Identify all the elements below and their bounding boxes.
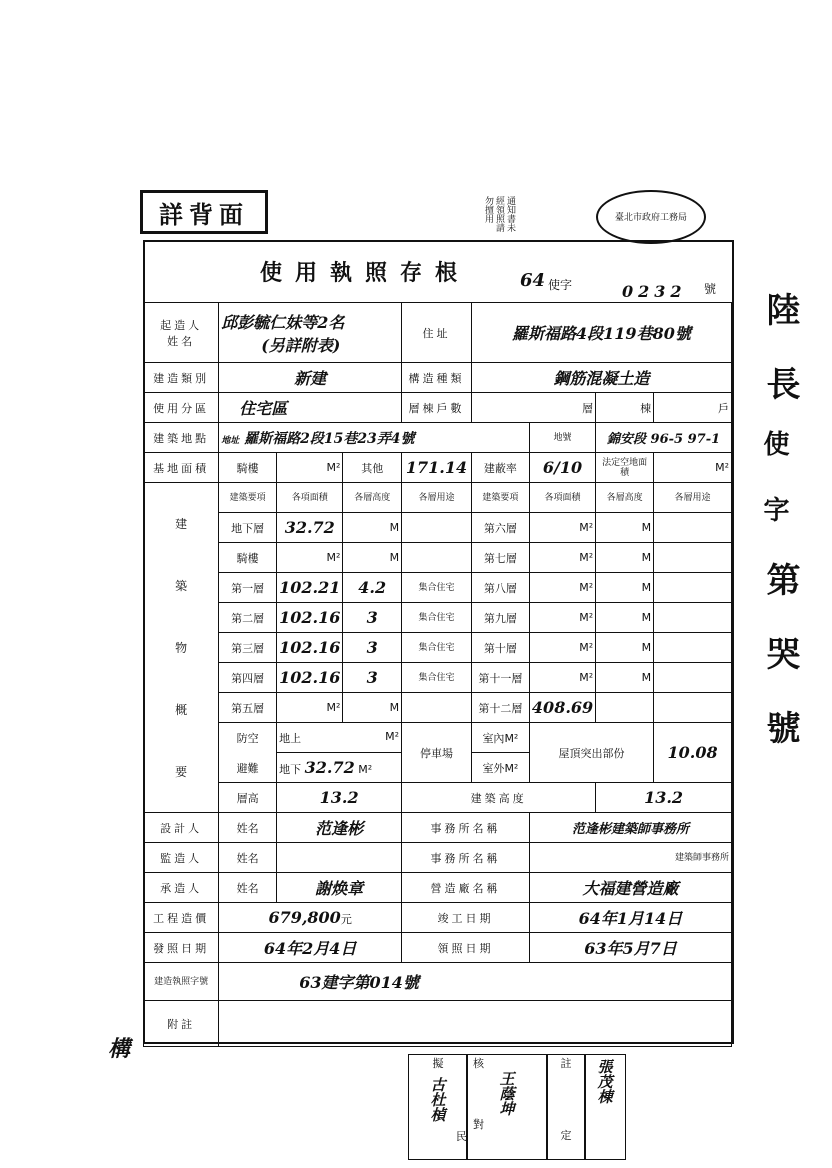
license-number: 0232 — [622, 282, 687, 301]
lot-value: 錦安段 96-5 97-1 — [596, 423, 732, 453]
supervisor-label: 監造人 — [144, 843, 219, 873]
applicant-label-1: 起造人 — [160, 318, 203, 332]
site-address — [219, 423, 530, 453]
shelter-label-1: 防空 — [236, 731, 259, 745]
floor-use — [654, 573, 732, 603]
permit-label: 建造執照字號 — [144, 963, 219, 1001]
floor-name: 第十層 — [471, 633, 529, 663]
contractor-firm-label: 營造廠名稱 — [402, 873, 530, 903]
outdoor-unit: M² — [504, 761, 519, 775]
permit-value: 63建字第014號 — [219, 963, 732, 1001]
applicant-note: (另詳附表) — [261, 335, 341, 355]
building-side-label — [144, 483, 219, 813]
floor-use — [654, 543, 732, 573]
build-type-label: 建造類別 — [144, 363, 219, 393]
total-area: 408.69 — [529, 693, 595, 723]
floor-use — [654, 513, 732, 543]
margin-char: 第 — [760, 562, 800, 596]
complete-value: 64年1月14日 — [529, 903, 731, 933]
site-address-text: 羅斯福路2段15巷23弄4號 — [244, 430, 415, 447]
floor-row — [144, 693, 732, 723]
floor-row — [144, 573, 732, 603]
other-value: 171.14 — [402, 453, 472, 483]
signoff-box — [546, 1054, 586, 1160]
floor-area: 32.72 — [277, 513, 343, 543]
floor-use — [402, 513, 472, 543]
signoff-box — [466, 1054, 548, 1160]
designer-name: 范逢彬 — [277, 813, 402, 843]
floor-area-unit: M² — [529, 513, 595, 543]
applicant-name: 邱彭毓仁妹等2名 — [221, 312, 345, 332]
margin-char: 長 — [760, 366, 800, 400]
margin-char: 使 — [759, 430, 789, 456]
signoff-end: 定 — [560, 1129, 572, 1142]
floor-height-unit: M — [343, 693, 402, 723]
floor-area-unit: M² — [529, 543, 595, 573]
supervisor-office: 建築師事務所 — [529, 843, 731, 873]
detail-back-stamp: 詳背面 — [140, 190, 268, 234]
floor-name: 地下層 — [219, 513, 277, 543]
indoor-unit: M² — [504, 731, 519, 745]
supervisor-name-label: 姓名 — [219, 843, 277, 873]
floor-area-unit: M² — [529, 633, 595, 663]
indoor — [471, 723, 529, 753]
license-word: 使字 — [548, 278, 573, 292]
side-char: 物 — [175, 640, 188, 655]
floor-use — [402, 543, 472, 573]
side-char: 要 — [175, 764, 188, 779]
open-space-unit: M² — [654, 453, 732, 483]
address-label: 住址 — [402, 303, 472, 363]
shelter-above — [277, 723, 402, 753]
floor-use — [654, 663, 732, 693]
floor-height-unit: M — [596, 663, 654, 693]
site-label: 建築地點 — [144, 423, 219, 453]
col-header: 各層高度 — [596, 483, 654, 513]
side-char: 概 — [175, 702, 188, 717]
outdoor-label: 室外 — [482, 761, 505, 775]
floor-use — [654, 603, 732, 633]
col-header: 各項面積 — [529, 483, 595, 513]
applicant-label — [144, 303, 219, 363]
bldg-height-value: 13.2 — [596, 783, 732, 813]
open-space-label: 法定空地面積 — [596, 453, 654, 483]
license-suffix: 號 — [704, 282, 717, 296]
col-header: 各層高度 — [343, 483, 402, 513]
signoff-name: 張茂棟 — [595, 1059, 614, 1104]
floor-use: 集合住宅 — [402, 573, 472, 603]
above-unit: M² — [385, 729, 400, 743]
lot-label: 地號 — [529, 423, 595, 453]
floor-use: 集合住宅 — [402, 603, 472, 633]
designer-office-label: 事務所名稱 — [402, 813, 530, 843]
shelter-below — [277, 753, 402, 783]
floor-name: 騎樓 — [219, 543, 277, 573]
floor-height-unit: M — [596, 573, 654, 603]
floors-label: 層棟戶數 — [402, 393, 472, 423]
cost-amount: 679,800 — [268, 908, 341, 927]
applicant-label-2: 姓名 — [167, 334, 196, 348]
floor-area: 102.21 — [277, 573, 343, 603]
margin-char: 哭 — [760, 636, 800, 670]
signoff-name: 王蔭坤 — [497, 1071, 516, 1116]
signoff-box — [584, 1054, 626, 1160]
floor-area-unit: M² — [277, 693, 343, 723]
below-label: 地下 — [279, 763, 302, 776]
floor-height — [596, 693, 654, 723]
arcade-unit: M² — [277, 453, 343, 483]
designer-office: 范逢彬建築師事務所 — [529, 813, 731, 843]
floor-row — [144, 603, 732, 633]
arcade-label: 騎樓 — [219, 453, 277, 483]
collect-value: 63年5月7日 — [529, 933, 731, 963]
margin-char: 號 — [760, 710, 800, 744]
coverage-label: 建蔽率 — [471, 453, 529, 483]
col-header: 各項面積 — [277, 483, 343, 513]
license-year: 64 — [520, 270, 546, 291]
complete-label: 竣工日期 — [402, 903, 530, 933]
bldg-height-label: 建築高度 — [402, 783, 596, 813]
floor-row — [144, 513, 732, 543]
signoff-end: 對 — [473, 1118, 484, 1131]
floor-use: 集合住宅 — [402, 633, 472, 663]
bldg-unit: 棟 — [596, 393, 654, 423]
floor-name: 第三層 — [219, 633, 277, 663]
other-label: 其他 — [343, 453, 402, 483]
applicant-value — [219, 303, 402, 363]
floor-row — [144, 543, 732, 573]
shelter-label — [219, 723, 277, 783]
collect-label: 領照日期 — [402, 933, 530, 963]
issue-label: 發照日期 — [144, 933, 219, 963]
floor-name: 第一層 — [219, 573, 277, 603]
floor-height: 4.2 — [343, 573, 402, 603]
coverage-value: 6/10 — [529, 453, 595, 483]
side-char: 建 — [175, 516, 188, 531]
side-char: 築 — [175, 578, 188, 593]
contractor-name: 謝焕章 — [277, 873, 402, 903]
floor-area-unit: M² — [529, 663, 595, 693]
floor-height-unit: M — [596, 603, 654, 633]
remarks-label: 附註 — [144, 1001, 219, 1047]
floor-name: 第七層 — [471, 543, 529, 573]
col-header: 各層用途 — [402, 483, 472, 513]
roof-label: 屋頂突出部份 — [529, 723, 653, 783]
office-seal — [596, 190, 706, 244]
floor-height-unit: M — [596, 513, 654, 543]
signoff-title: 註 — [560, 1057, 572, 1070]
build-type-value: 新建 — [219, 363, 402, 393]
supervisor-office-label: 事務所名稱 — [402, 843, 530, 873]
floor-height-value: 13.2 — [277, 783, 402, 813]
col-header: 建築要項 — [471, 483, 529, 513]
floors-unit: 層 — [471, 393, 595, 423]
contractor-firm: 大福建營造廠 — [529, 873, 731, 903]
floor-use — [402, 693, 472, 723]
floor-area-unit: M² — [529, 573, 595, 603]
above-label: 地上 — [279, 731, 302, 745]
supervisor-name — [277, 843, 402, 873]
floor-height-unit: M — [596, 633, 654, 663]
floor-area: 102.16 — [277, 603, 343, 633]
base-area-label: 基地面積 — [144, 453, 219, 483]
parking-label: 停車場 — [402, 723, 472, 783]
cost-label: 工程造價 — [144, 903, 219, 933]
office-seal-text: 臺北市政府工務局 — [614, 213, 687, 223]
floor-height: 3 — [343, 663, 402, 693]
remarks-value — [219, 1001, 732, 1047]
col-header: 各層用途 — [654, 483, 732, 513]
side-note: 通知書未經領照請勿擅用 — [483, 196, 515, 232]
floor-row — [144, 633, 732, 663]
below-unit: M² — [358, 763, 373, 776]
below-value: 32.72 — [304, 758, 355, 777]
floor-use: 集合住宅 — [402, 663, 472, 693]
form-title: 使用執照存根 — [260, 260, 471, 286]
cost-unit: 元 — [340, 913, 352, 926]
signoff-name: 古杜楨 — [428, 1077, 447, 1122]
floor-area-unit: M² — [529, 603, 595, 633]
floor-area: 102.16 — [277, 663, 343, 693]
floor-name: 第八層 — [471, 573, 529, 603]
roof-value: 10.08 — [654, 723, 732, 783]
floor-name: 第五層 — [219, 693, 277, 723]
cost-value — [219, 903, 402, 933]
floor-height-unit: M — [343, 513, 402, 543]
col-header: 建築要項 — [219, 483, 277, 513]
floor-name: 第九層 — [471, 603, 529, 633]
floor-name: 第六層 — [471, 513, 529, 543]
signoff-title: 擬 — [432, 1057, 444, 1070]
floor-area-unit: M² — [277, 543, 343, 573]
designer-name-label: 姓名 — [219, 813, 277, 843]
form-grid — [143, 302, 732, 1047]
issue-value: 64年2月4日 — [219, 933, 402, 963]
address-value: 羅斯福路4段119巷80號 — [471, 303, 731, 363]
margin-char: 陸 — [760, 292, 800, 326]
floor-height-label: 層高 — [219, 783, 277, 813]
floor-area: 102.16 — [277, 633, 343, 663]
signoff-box — [408, 1054, 468, 1160]
floor-height-unit: M — [343, 543, 402, 573]
signoff-title: 核 — [473, 1057, 484, 1070]
designer-label: 設計人 — [144, 813, 219, 843]
outdoor — [471, 753, 529, 783]
use-zone-value: 住宅區 — [219, 393, 402, 423]
floor-height-unit: M — [596, 543, 654, 573]
margin-mark: 構 — [108, 1036, 131, 1062]
use-zone-label: 使用分區 — [144, 393, 219, 423]
units-unit: 戶 — [654, 393, 732, 423]
floor-use — [654, 633, 732, 663]
structure-value: 鋼筋混凝土造 — [471, 363, 731, 393]
floor-name: 第二層 — [219, 603, 277, 633]
contractor-name-label: 姓名 — [219, 873, 277, 903]
structure-label: 構造種類 — [402, 363, 472, 393]
margin-char: 字 — [759, 496, 789, 522]
floor-name: 第十一層 — [471, 663, 529, 693]
contractor-label: 承造人 — [144, 873, 219, 903]
floor-name: 第十二層 — [471, 693, 529, 723]
indoor-label: 室內 — [482, 731, 505, 745]
floor-row — [144, 663, 732, 693]
shelter-label-2: 避難 — [236, 761, 259, 775]
floor-use — [654, 693, 732, 723]
floor-name: 第四層 — [219, 663, 277, 693]
site-prefix: 地址 — [221, 435, 240, 446]
floor-height: 3 — [343, 603, 402, 633]
floor-height: 3 — [343, 633, 402, 663]
right-margin-text — [756, 292, 802, 784]
signoff-end: 民 — [456, 1130, 467, 1143]
